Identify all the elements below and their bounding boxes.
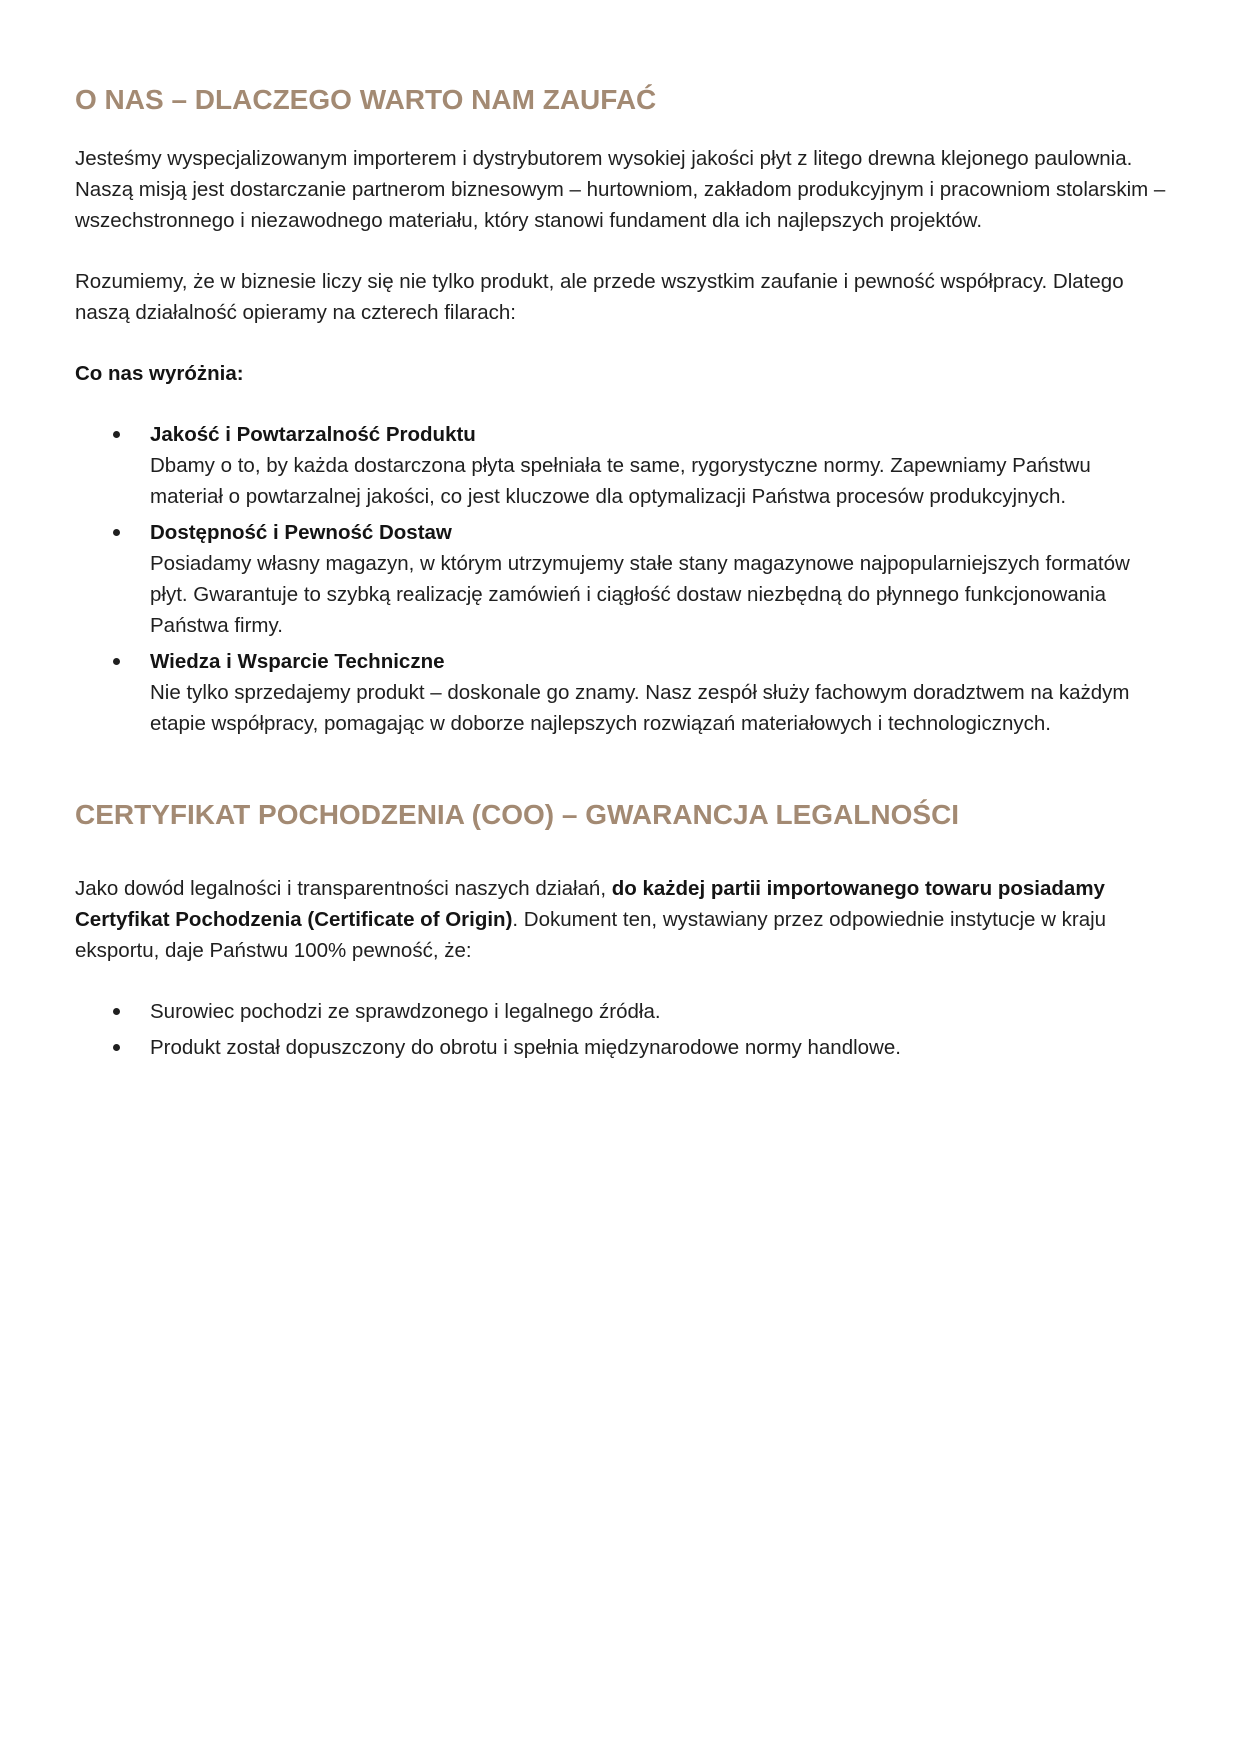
feature-body: Nie tylko sprzedajemy produkt – doskonale go znamy. Nasz zespół służy fachowym doradztwem na każdym etapie współpracy, pomagając w doborze najlepszych rozwiązań materiałowych i technologicznych.: [150, 681, 1130, 735]
feature-item-availability: [150, 517, 1166, 641]
feature-title: Dostępność i Pewność Dostaw: [150, 521, 452, 544]
features-label: [75, 358, 1166, 389]
certificate-paragraph: [75, 873, 1166, 966]
certificate-text-after: . Dokument ten, wystawiany przez odpowiednie instytucje w kraju eksportu, daje Państwu 100% pewność, że:: [75, 908, 1107, 962]
certificate-text-before: Jako dowód legalności i transparentności naszych działań,: [75, 877, 612, 900]
feature-title: Wiedza i Wsparcie Techniczne: [150, 650, 445, 673]
about-trust-paragraph: Rozumiemy, że w biznesie liczy się nie tylko produkt, ale przede wszystkim zaufanie i pewność współpracy. Dlatego naszą działalność opieramy na czterech filarach:: [75, 270, 1124, 324]
certificate-heading: CERTYFIKAT POCHODZENIA (COO) – GWARANCJA LEGALNOŚCI: [75, 799, 960, 830]
feature-item-quality: [150, 419, 1166, 512]
about-intro-paragraph: Jesteśmy wyspecjalizowanym importerem i dystrybutorem wysokiej jakości płyt z litego drewna klejonego paulownia. Naszą misją jest dostarczanie partnerom biznesowym – hurtowniom, zakładom produkcyjnym i pracowniom stolarskim – wszechstronnego i niezawodnego materiału, który stanowi fundament dla ich najlepszych projektów.: [75, 147, 1166, 232]
certificate-points-list: [75, 996, 1166, 1063]
feature-body: Dbamy o to, by każda dostarczona płyta spełniała te same, rygorystyczne normy. Zapewniamy Państwu materiał o powtarzalnej jakości, co jest kluczowe dla optymalizacji Państwa procesów produkcyjnych.: [150, 454, 1091, 508]
feature-title: Jakość i Powtarzalność Produktu: [150, 423, 476, 446]
certificate-point: Produkt został dopuszczony do obrotu i spełnia międzynarodowe normy handlowe.: [150, 1032, 1166, 1063]
feature-item-support: [150, 646, 1166, 739]
certificate-text-bold: do każdej partii importowanego towaru posiadamy Certyfikat Pochodzenia (Certificate of Origin): [75, 877, 1105, 931]
features-label-text: Co nas wyróżnia:: [75, 362, 244, 385]
certificate-point: Surowiec pochodzi ze sprawdzonego i legalnego źródła.: [150, 996, 1166, 1027]
features-list: [75, 419, 1166, 739]
feature-body: Posiadamy własny magazyn, w którym utrzymujemy stałe stany magazynowe najpopularniejszych formatów płyt. Gwarantuje to szybką realizację zamówień i ciągłość dostaw niezbędną do płynnego funkcjonowania Państwa firmy.: [150, 552, 1130, 637]
about-heading: O NAS – DLACZEGO WARTO NAM ZAUFAĆ: [75, 84, 657, 115]
